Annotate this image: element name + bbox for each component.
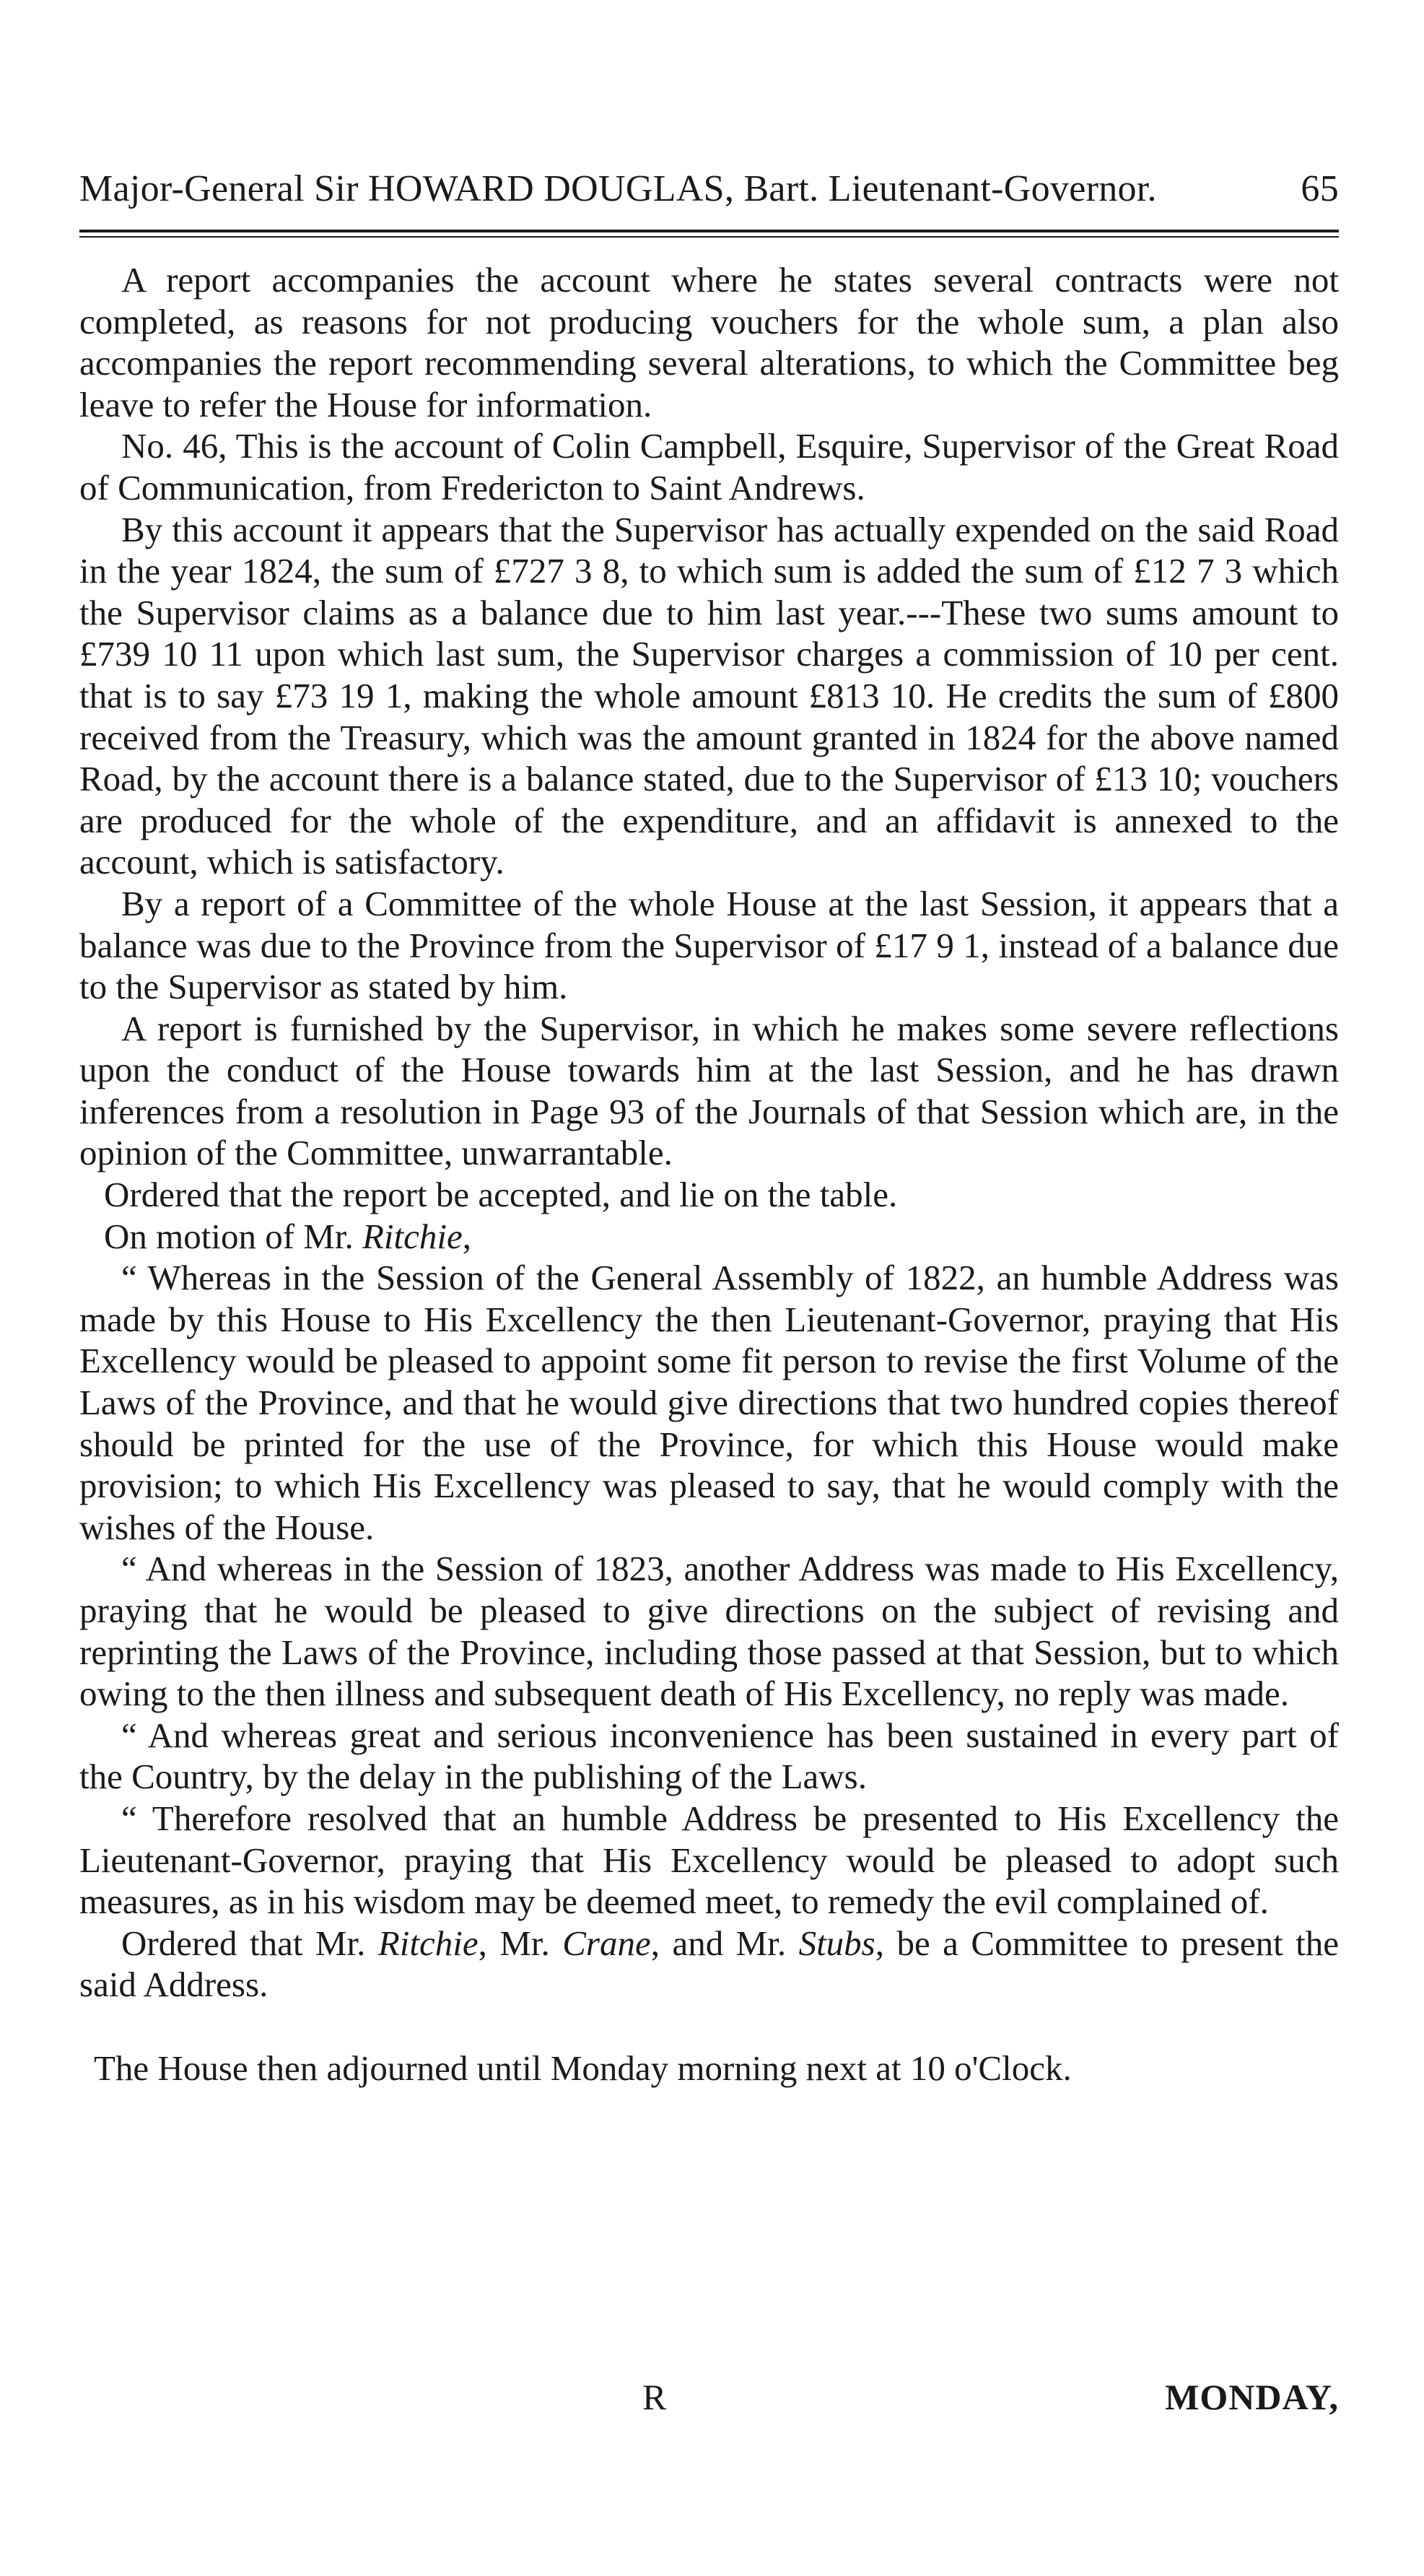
text-segment: By this account it appears that the Supervisor has actually expended on the said Road in the year 1824, the sum of £727 3 8, to which sum is added the sum of £12 7 3 which the Supervisor claims as a balance due to him last year.---These two sums amount to £739 10 11 upon which last sum, the Supervisor charges a commission of 10 per cent. that is to say £73 19 1, making the whole amount £813 10. He credits the sum of £800 received from the Treasury, which was the amount granted in 1824 for the above named Road, by the account there is a balance stated, due to the Supervisor of £13 10; vouchers are produced for the whole of the expenditure, and an affidavit is annexed to the account, which is satisfactory. xyxy=(79,509,1339,882)
text-segment: , be a Committee to present the said Address. xyxy=(79,1923,1340,2005)
italic-name: Ritchie xyxy=(377,1923,479,1963)
text-segment: “ And whereas in the Session of 1823, another Address was made to His Excellency, praying that he would be pleased to give directions on the subject of revising and reprinting the Laws of the Province, including those passed at that Session, but to which owing to the then illness and subsequent death of His Excellency, no reply was made. xyxy=(79,1549,1339,1714)
running-header xyxy=(79,166,1339,212)
paragraph xyxy=(79,425,1339,508)
text-segment: Ordered that Mr. xyxy=(121,1923,378,1963)
text-segment: By a report of a Committee of the whole House at the last Session, it appears that a balance was due to the Province from the Supervisor of £17 9 1, instead of a balance due to the Supervisor as stated by him. xyxy=(79,883,1339,1007)
header-rule-thick xyxy=(79,230,1339,232)
adjournment-line: The House then adjourned until Monday morning next at 10 o'Clock. xyxy=(94,2048,1072,2088)
body-text xyxy=(79,259,1339,2006)
text-segment: A report accompanies the account where he states several contracts were not completed, as reasons for not producing vouchers for the whole sum, a plan also accompanies the report recommending several alterations, to which the Committee beg leave to refer the House for information. xyxy=(79,260,1339,425)
text-segment: “ Whereas in the Session of the General Assembly of 1822, an humble Address was made by this House to His Excellency the then Lieutenant-Governor, praying that His Excellency would be pleased to appoint some fit person to revise the first Volume of the Laws of the Province, and that he would give directions that two hundred copies thereof should be printed for the use of the Province, for which this House would make provision; to which His Excellency was pleased to say, that he would comply with the wishes of the House. xyxy=(79,1258,1339,1547)
italic-name: Stubs xyxy=(798,1923,875,1963)
paragraph xyxy=(79,883,1339,1008)
text-segment: “ Therefore resolved that an humble Address be presented to His Excellency the Lieutenant-Governor, praying that His Excellency would be pleased to adopt such measures, as in his wisdom may be deemed meet, to remedy the evil complained of. xyxy=(79,1798,1339,1922)
paragraph xyxy=(79,1923,1339,2006)
running-head: Major-General Sir HOWARD DOUGLAS, Bart. Lieutenant-Governor. xyxy=(79,168,1157,209)
text-segment: , and Mr. xyxy=(650,1923,799,1963)
text-segment: , Mr. xyxy=(478,1923,563,1963)
signature-mark: R xyxy=(642,2377,667,2417)
header-rule-thin xyxy=(79,236,1339,238)
paragraph xyxy=(79,509,1339,883)
paragraph xyxy=(79,1548,1339,1714)
paragraph xyxy=(79,1798,1339,1923)
paragraph xyxy=(79,1257,1339,1548)
paragraph xyxy=(79,1715,1339,1798)
text-segment: , xyxy=(462,1216,472,1256)
italic-name: Ritchie xyxy=(362,1216,463,1256)
page-number: 65 xyxy=(1301,168,1339,209)
paragraph xyxy=(79,1216,1339,1258)
text-segment: Ordered that the report be accepted, and lie on the table. xyxy=(104,1175,898,1215)
paragraph xyxy=(79,1008,1339,1174)
catchword: MONDAY, xyxy=(1165,2377,1339,2417)
paragraph xyxy=(79,259,1339,425)
text-segment: A report is furnished by the Supervisor, in which he makes some severe reflections upon the conduct of the House towards him at the last Session, and he has drawn inferences from a resolution in Page 93 of the Journals of that Session which are, in the opinion of the Committee, unwarrantable. xyxy=(79,1008,1339,1173)
page xyxy=(79,166,1339,2089)
italic-name: Crane xyxy=(562,1923,651,1963)
text-segment: “ And whereas great and serious inconvenience has been sustained in every part of the Country, by the delay in the publishing of the Laws. xyxy=(79,1715,1339,1797)
text-segment: No. 46, This is the account of Colin Campbell, Esquire, Supervisor of the Great Road of Communication, from Fredericton to Saint Andrews. xyxy=(79,426,1339,508)
text-segment: On motion of Mr. xyxy=(104,1216,362,1256)
paragraph xyxy=(79,1174,1339,1216)
